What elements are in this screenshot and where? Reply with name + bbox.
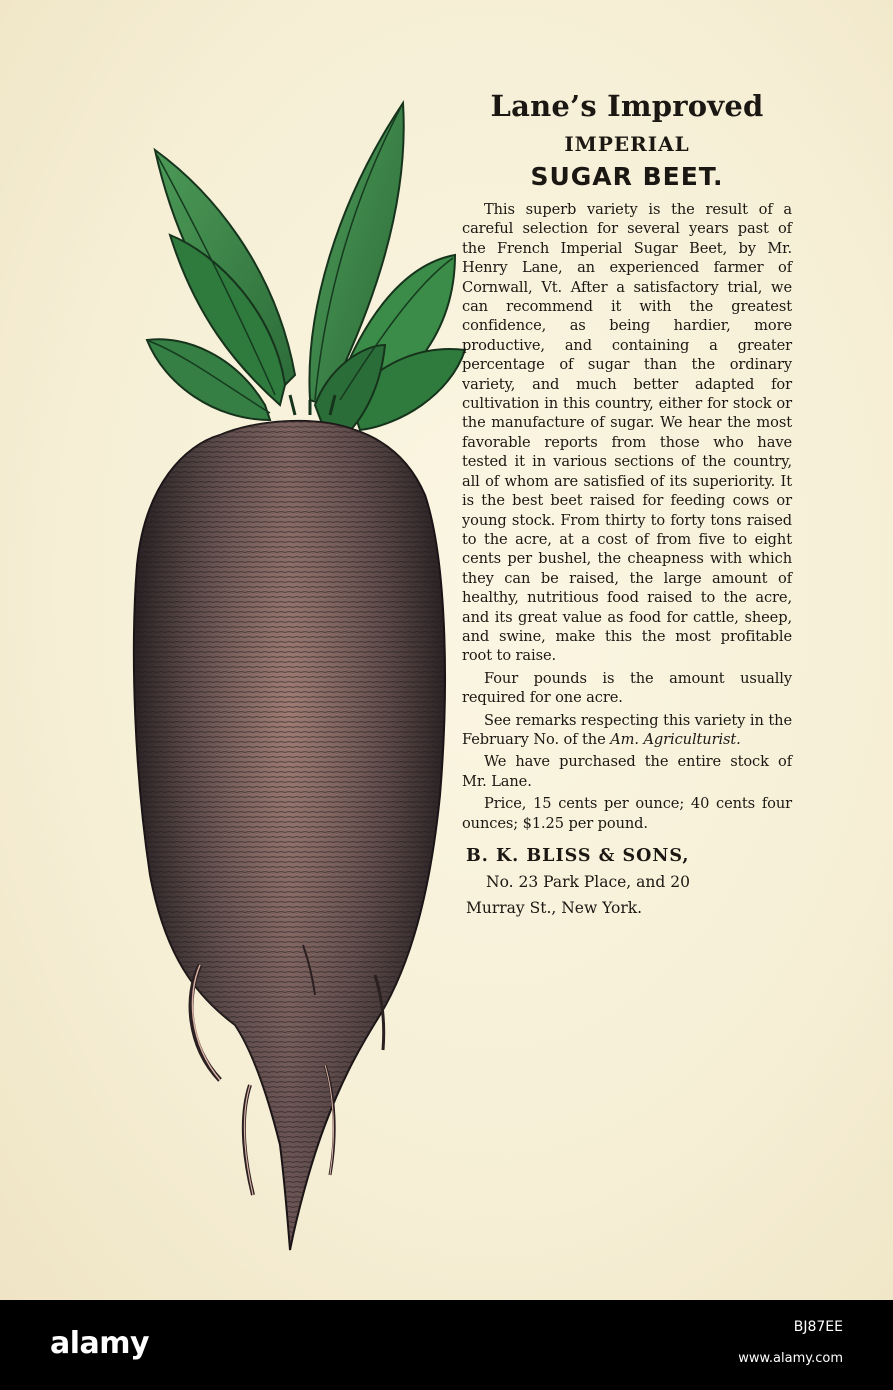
stock-footer — [0, 1300, 893, 1390]
sugar-beet-illustration — [125, 95, 470, 1255]
headline-imperial: IMPERIAL — [564, 132, 690, 156]
firm-address-line1: No. 23 Park Place, and 20 — [486, 873, 690, 891]
purchase-paragraph: We have purchased the entire stock of Mr. Lane. — [462, 753, 792, 790]
headline-sugar-beet: SUGAR BEET. — [530, 162, 724, 191]
price-paragraph: Price, 15 cents per ounce; 40 cents four ounces; $1.25 per pound. — [462, 795, 792, 832]
remarks-text: See remarks respecting this variety in the February No. of the — [462, 711, 792, 748]
alamy-logo: alamy — [50, 1326, 150, 1361]
publication-name: Am. Agriculturist. — [610, 730, 741, 748]
quantity-paragraph: Four pounds is the amount usually required for one acre. — [462, 669, 792, 707]
headline-lanes-improved: Lane’s Improved — [490, 89, 764, 123]
description-paragraph: This superb variety is the result of a careful selection for several years past of the French Imperial Sugar Beet, by Mr. Henry Lane, an experienced farmer of Cornwall, Vt. After a satisfactory trial, we can recommend it with the greatest confidence, as being hardier, more productive, and containing a greater percentage of sugar than the ordinary variety, and much better adapted for cultivation in this country, either for stock or the manufacture of sugar. We hear the most favorable reports from those who have tested it in various sections of the country, all of whom are satisfied of its superiority. It is the best beet raised for feeding cows or young stock. From thirty to forty tons raised to the acre, at a cost of from five to eight cents per bushel, the cheapness with which they can be raised, the large amount of healthy, nutritious food raised to the acre, and its great value as food for cattle, sheep, and swine, make this the most profitable root to raise. — [462, 201, 792, 665]
firm-address-line2: Murray St., New York. — [466, 899, 643, 917]
image-id-block — [738, 1318, 843, 1368]
advertisement-text — [462, 86, 792, 921]
firm-name: B. K. BLISS & SONS, — [466, 846, 690, 866]
stock-url: www.alamy.com — [738, 1351, 843, 1366]
beet-leaves — [147, 103, 465, 445]
beet-root — [134, 421, 445, 1250]
remarks-paragraph — [462, 711, 792, 750]
image-id: BJ87EE — [793, 1319, 843, 1335]
